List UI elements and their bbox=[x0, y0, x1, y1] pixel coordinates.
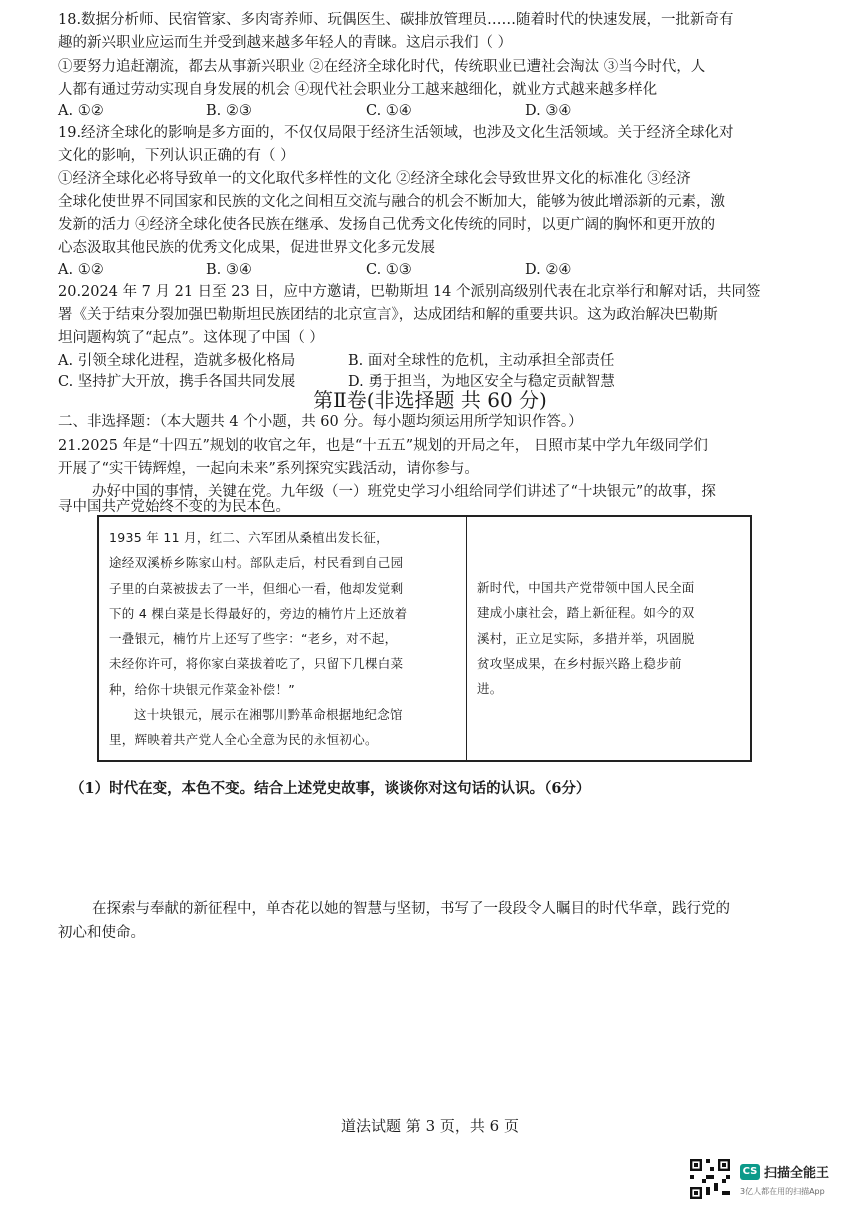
scanner-app-name: 扫描全能王 bbox=[764, 1166, 830, 1181]
story-left-text-2: 这十块银元，展示在湘鄂川黔革命根据地纪念馆 里，辉映着共产党人全心全意为民的永恒初心。 bbox=[109, 707, 403, 748]
q20-stem-line3: 坦问题构筑了“起点”。这体现了中国（ ） bbox=[58, 330, 324, 346]
q19-statement-line2: 全球化使世界不同国家和民族的文化之间相互交流与融合的机会不断加大，能够为彼此增添新的元素，激 bbox=[58, 194, 725, 210]
q19-option-d: D. ②④ bbox=[525, 262, 572, 278]
q19-stem-line2: 文化的影响，下列认识正确的有（ ） bbox=[58, 148, 295, 164]
q20-option-c: C. 坚持扩大开放，携手各国共同发展 bbox=[58, 374, 296, 390]
scanner-tagline: 3亿人都在用的扫描App bbox=[740, 1187, 825, 1196]
story-right-text: 新时代，中国共产党带领中国人民全面 建成小康社会，踏上新征程。如今的双 溪村，正立足实际，多措并举，巩固脱 贫攻坚成果，在乡村振兴路上稳步前 进。 bbox=[477, 580, 695, 697]
story-table bbox=[97, 515, 752, 762]
story-left-text: 1935 年 11 月，红二、六军团从桑植出发长征， 途经双溪桥乡陈家山村。部队走后，村民看到自己园 子里的白菜被拔去了一半，但细心一看，他却发觉剩 下的 4 棵白菜是长得最好的，旁边的楠竹片上还放着 一叠银元，楠竹片上还写了些字：“老乡，对不起， 未经你许可，将你家白菜拔着吃了，只留下几棵白菜 种，给你十块银元作菜金补偿！” bbox=[109, 530, 408, 697]
q21-passage-line2: 初心和使命。 bbox=[58, 925, 145, 941]
story-right-cell bbox=[467, 517, 750, 760]
page-footer: 道法试题 第 3 页，共 6 页 bbox=[341, 1117, 519, 1135]
q21-intro-line2: 寻中国共产党始终不变的为民本色。 bbox=[58, 499, 290, 515]
q19-statement-line3: 发新的活力 ④经济全球化使各民族在继承、发扬自己优秀文化传统的同时，以更广阔的胸怀和更开放的 bbox=[58, 217, 716, 233]
q18-stem-line2: 趣的新兴职业应运而生并受到越来越多年轻人的青睐。这启示我们（ ） bbox=[58, 35, 513, 51]
q21-intro-line1: 办好中国的事情，关键在党。九年级（一）班党史学习小组给同学们讲述了“十块银元”的故事，探 bbox=[92, 484, 716, 500]
q20-option-a: A. 引领全球化进程，造就多极化格局 bbox=[58, 353, 296, 369]
q20-stem-line1: 20.2024 年 7 月 21 日至 23 日，应中方邀请，巴勒斯坦 14 个派别高级别代表在北京举行和解对话，共同签 bbox=[58, 284, 761, 300]
q18-option-d: D. ③④ bbox=[525, 103, 572, 119]
q18-option-b: B. ②③ bbox=[206, 103, 252, 119]
q19-stem-line1: 19.经济全球化的影响是多方面的，不仅仅局限于经济生活领域，也涉及文化生活领域。关于经济全球化对 bbox=[58, 125, 734, 141]
q19-option-c: C. ①③ bbox=[366, 262, 412, 278]
q21-stem-line1: 21.2025 年是“十四五”规划的收官之年，也是“十五五”规划的开局之年， 日照市某中学九年级同学们 bbox=[58, 438, 708, 454]
section-heading: 二、非选择题：（本大题共 4 个小题，共 60 分。每小题均须运用所学知识作答。） bbox=[58, 414, 583, 430]
q21-passage-line1: 在探索与奉献的新征程中，单杏花以她的智慧与坚韧，书写了一段段令人瞩目的时代华章，践行党的 bbox=[92, 901, 730, 917]
section-title: 第Ⅱ卷(非选择题 共 60 分) bbox=[313, 388, 547, 412]
q18-option-c: C. ①④ bbox=[366, 103, 412, 119]
q19-option-b: B. ③④ bbox=[206, 262, 252, 278]
q19-statement-line1: ①经济全球化必将导致单一的文化取代多样性的文化 ②经济全球化会导致世界文化的标准化 ③经济 bbox=[58, 171, 691, 187]
q19-option-a: A. ①② bbox=[58, 262, 104, 278]
q20-option-d: D. 勇于担当，为地区安全与稳定贡献智慧 bbox=[348, 374, 615, 390]
qr-code-icon bbox=[690, 1159, 730, 1199]
q18-option-a: A. ①② bbox=[58, 103, 104, 119]
q20-stem-line2: 署《关于结束分裂加强巴勒斯坦民族团结的北京宣言》，达成团结和解的重要共识。这为政治解决巴勒斯 bbox=[58, 307, 718, 323]
q18-stem-line1: 18.数据分析师、民宿管家、多肉寄养师、玩偶医生、碳排放管理员……随着时代的快速发展，一批新奇有 bbox=[58, 12, 734, 28]
story-left-cell bbox=[99, 517, 467, 760]
q18-statement-line2: 人都有通过劳动实现自身发展的机会 ④现代社会职业分工越来越细化，就业方式越来越多样化 bbox=[58, 82, 658, 98]
q19-statement-line4: 心态汲取其他民族的优秀文化成果，促进世界文化多元发展 bbox=[58, 240, 435, 256]
scanner-logo-icon: CS bbox=[740, 1164, 760, 1180]
q20-option-b: B. 面对全球性的危机，主动承担全部责任 bbox=[348, 353, 615, 369]
q21-sub-question-1: （1）时代在变，本色不变。结合上述党史故事，谈谈你对这句话的认识。（6分） bbox=[70, 780, 591, 797]
q18-statement-line1: ①要努力追赶潮流，都去从事新兴职业 ②在经济全球化时代，传统职业已遭社会淘汰 ③当今时代，人 bbox=[58, 59, 706, 75]
q21-stem-line2: 开展了“实干铸辉煌，一起向未来”系列探究实践活动，请你参与。 bbox=[58, 461, 479, 477]
